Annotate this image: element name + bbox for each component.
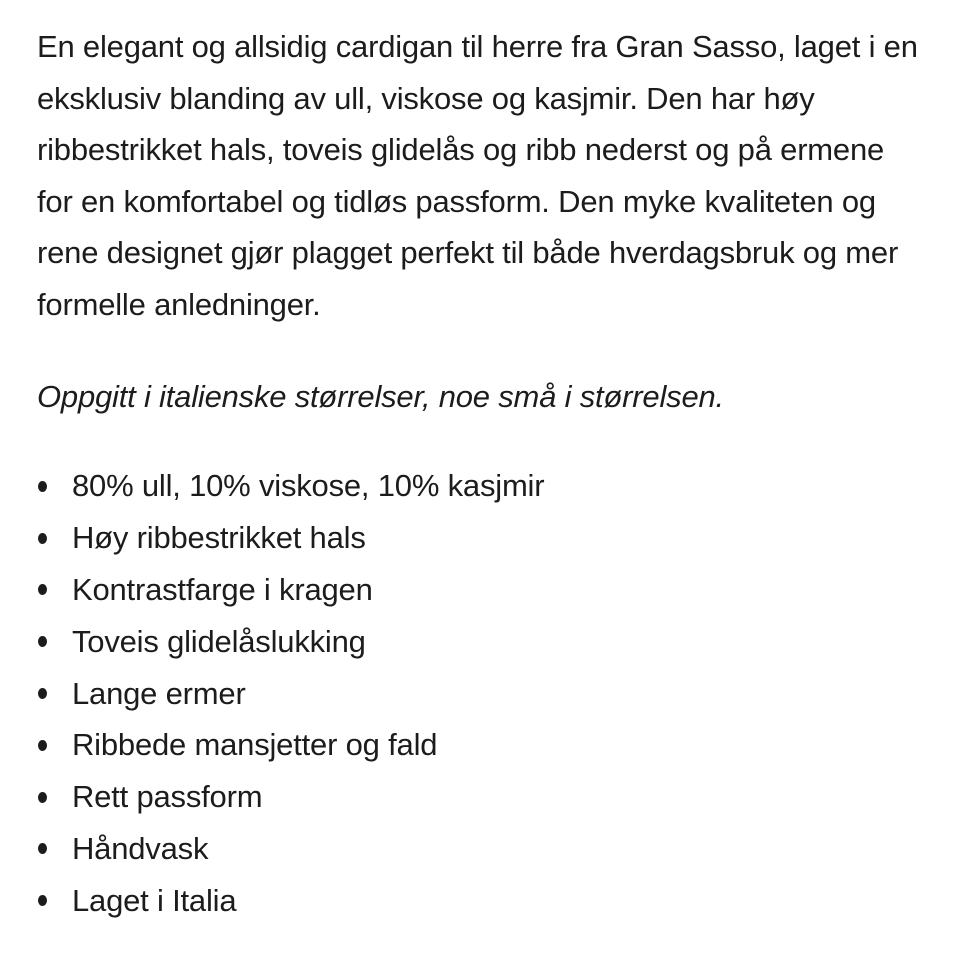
list-item	[37, 461, 927, 513]
feature-text: Ribbede mansjetter og fald	[72, 727, 438, 763]
bullet-icon	[38, 792, 47, 803]
list-item	[37, 616, 927, 668]
list-item	[37, 719, 927, 771]
feature-text: Laget i Italia	[72, 882, 237, 918]
feature-text: Håndvask	[72, 830, 209, 866]
list-item	[37, 668, 927, 720]
list-item	[37, 512, 927, 564]
product-description: En elegant og allsidig cardigan til herre fra Gran Sasso, laget i en eksklusiv blanding av ull, viskose og kasjmir. Den har høy ribbestrikket hals, toveis glidelås og ribb nederst og på ermene for en komfortabel og tidløs passform. Den myke kvaliteten og rene designet gjør plagget perfekt til både hverdagsbruk og mer formelle anledninger.	[37, 29, 918, 322]
bullet-icon	[38, 688, 47, 699]
bullet-icon	[38, 740, 47, 751]
list-item	[37, 564, 927, 616]
bullet-icon	[38, 533, 47, 544]
bullet-icon	[38, 843, 47, 854]
bullet-icon	[38, 895, 47, 906]
feature-text: Rett passform	[72, 779, 263, 815]
feature-text: 80% ull, 10% viskose, 10% kasjmir	[72, 468, 545, 504]
list-item	[37, 875, 927, 927]
size-note: Oppgitt i italienske størrelser, noe små i størrelsen.	[37, 379, 724, 414]
bullet-icon	[38, 584, 47, 595]
bullet-icon	[38, 481, 47, 492]
bullet-icon	[38, 636, 47, 647]
product-description-section	[37, 21, 927, 927]
feature-text: Toveis glidelåslukking	[72, 623, 366, 659]
feature-list	[37, 461, 927, 927]
feature-text: Kontrastfarge i kragen	[72, 571, 373, 607]
feature-text: Lange ermer	[72, 675, 246, 711]
list-item	[37, 823, 927, 875]
list-item	[37, 771, 927, 823]
feature-text: Høy ribbestrikket hals	[72, 520, 366, 556]
